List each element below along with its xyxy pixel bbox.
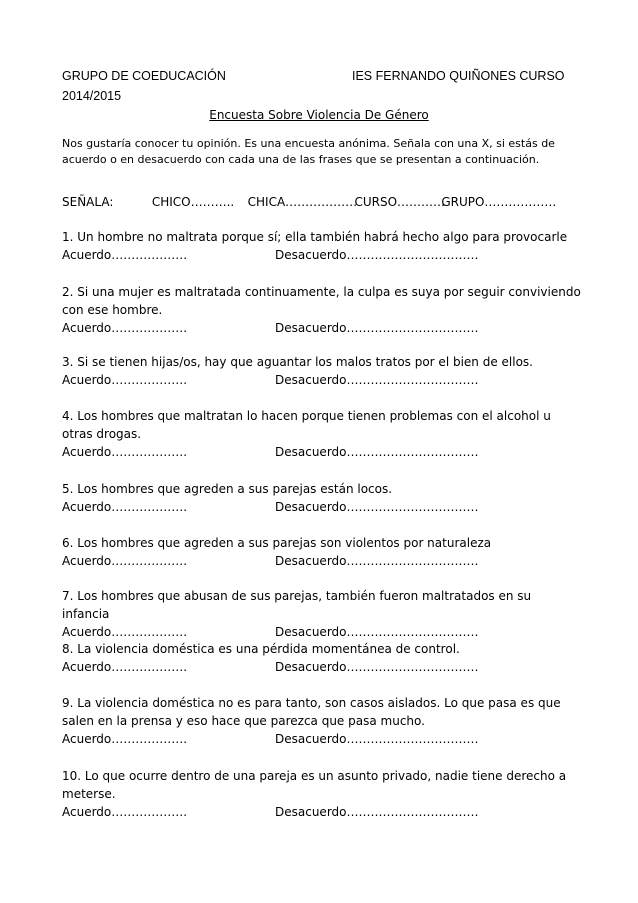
answer-row [62,658,582,676]
desacuerdo-option[interactable]: Desacuerdo…………………………… [275,660,479,674]
desacuerdo-option[interactable]: Desacuerdo…………………………… [275,500,479,514]
acuerdo-option[interactable]: Acuerdo………………. [62,445,188,459]
question-text: 10. Lo que ocurre dentro de una pareja es un asunto privado, nadie tiene derecho a meterse. [62,769,567,801]
desacuerdo-option[interactable]: Desacuerdo…………………………… [275,248,479,262]
acuerdo-option[interactable]: Acuerdo………………. [62,248,188,262]
question-item [62,353,582,389]
question-text: 1. Un hombre no maltrata porque sí; ella también habrá hecho algo para provocarle [62,230,568,244]
answer-row [62,623,582,641]
question-item [62,694,582,748]
answer-row [62,498,582,516]
survey-intro: Nos gustaría conocer tu opinión. Es una encuesta anónima. Señala con una X, si estás de acuerdo o en desacuerdo con cada una de las frases que se presentan a continuación. [62,137,555,166]
answer-row [62,552,582,570]
header-year: 2014/2015 [62,89,122,103]
acuerdo-option[interactable]: Acuerdo………………. [62,373,188,387]
curso-field[interactable]: CURSO………… [354,195,446,209]
grupo-field[interactable]: GRUPO……………… [441,195,557,209]
acuerdo-option[interactable]: Acuerdo………………. [62,321,188,335]
respondent-fields [62,195,582,209]
desacuerdo-option[interactable]: Desacuerdo…………………………… [275,373,479,387]
acuerdo-option[interactable]: Acuerdo………………. [62,554,188,568]
question-item [62,480,582,516]
acuerdo-option[interactable]: Acuerdo………………. [62,805,188,819]
answer-row [62,730,582,748]
acuerdo-option[interactable]: Acuerdo………………. [62,732,188,746]
answer-row [62,803,582,821]
question-item [62,587,582,641]
question-text: 8. La violencia doméstica es una pérdida momentánea de control. [62,642,460,656]
desacuerdo-option[interactable]: Desacuerdo…………………………… [275,732,479,746]
answer-row [62,443,582,461]
answer-row [62,371,582,389]
question-item [62,640,582,676]
desacuerdo-option[interactable]: Desacuerdo…………………………… [275,805,479,819]
header-school-name: IES FERNANDO QUIÑONES CURSO [352,69,565,83]
desacuerdo-option[interactable]: Desacuerdo…………………………… [275,445,479,459]
question-text: 2. Si una mujer es maltratada continuamente, la culpa es suya por seguir conviviendo con ese hombre. [62,285,581,317]
question-item [62,767,582,821]
acuerdo-option[interactable]: Acuerdo………………. [62,500,188,514]
chica-field[interactable]: CHICA……………… [247,195,358,209]
question-item [62,228,582,264]
answer-row [62,319,582,337]
question-item [62,283,582,337]
question-item [62,407,582,461]
question-text: 5. Los hombres que agreden a sus parejas están locos. [62,482,393,496]
question-item [62,534,582,570]
acuerdo-option[interactable]: Acuerdo………………. [62,660,188,674]
answer-row [62,246,582,264]
desacuerdo-option[interactable]: Desacuerdo…………………………… [275,625,479,639]
senala-label: SEÑALA: [62,195,114,209]
header-group-name: GRUPO DE COEDUCACIÓN [62,69,226,83]
question-text: 6. Los hombres que agreden a sus parejas son violentos por naturaleza [62,536,492,550]
question-text: 9. La violencia doméstica no es para tanto, son casos aislados. Lo que pasa es que salen en la prensa y eso hace que parezca que pasa mucho. [62,696,561,728]
chico-field[interactable]: CHICO……….. [151,195,235,209]
survey-title: Encuesta Sobre Violencia De Género [209,108,429,122]
desacuerdo-option[interactable]: Desacuerdo…………………………… [275,321,479,335]
acuerdo-option[interactable]: Acuerdo………………. [62,625,188,639]
question-text: 4. Los hombres que maltratan lo hacen porque tienen problemas con el alcohol u otras drogas. [62,409,551,441]
question-text: 7. Los hombres que abusan de sus parejas, también fueron maltratados en su infancia [62,589,532,621]
desacuerdo-option[interactable]: Desacuerdo…………………………… [275,554,479,568]
question-text: 3. Si se tienen hijas/os, hay que aguantar los malos tratos por el bien de ellos. [62,355,533,369]
